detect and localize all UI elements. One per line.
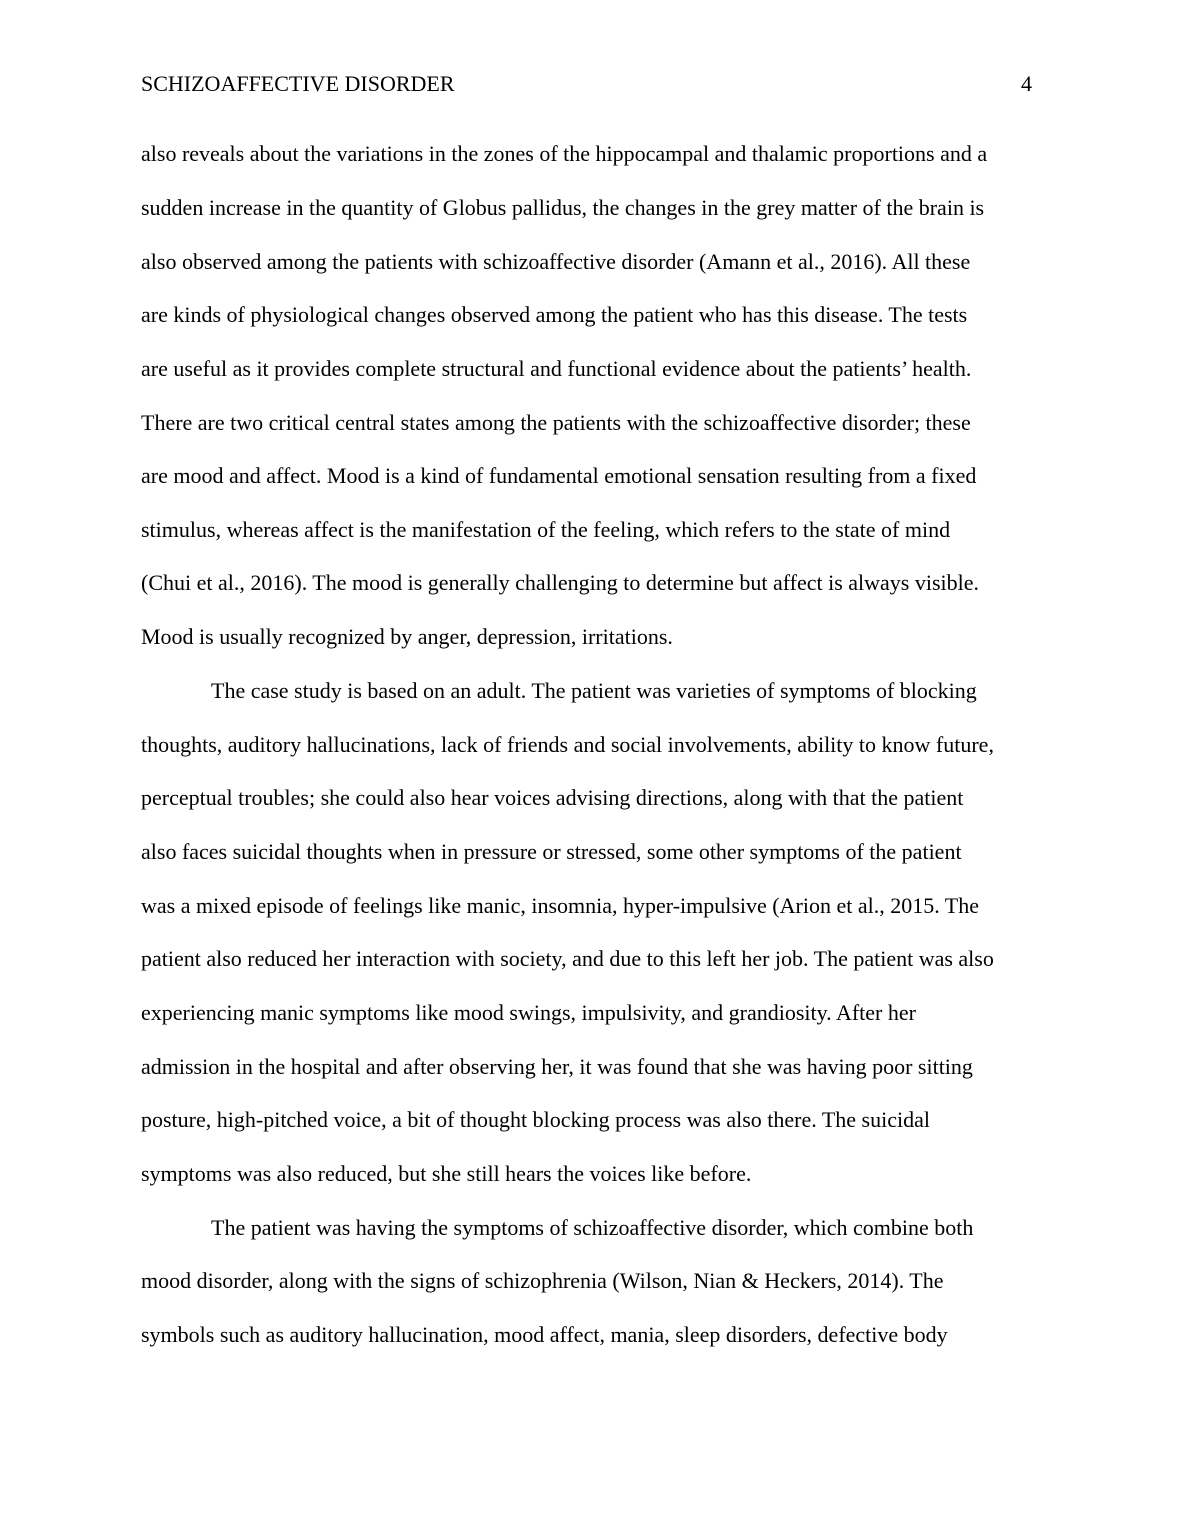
body-line: thoughts, auditory hallucinations, lack of friends and social involvements, ability to know future, — [141, 732, 994, 757]
body-line: symbols such as auditory hallucination, mood affect, mania, sleep disorders, defective body — [141, 1322, 948, 1347]
paragraph-first-line: The case study is based on an adult. The patient was varieties of symptoms of blocking — [211, 678, 977, 703]
body-line: was a mixed episode of feelings like manic, insomnia, hyper-impulsive (Arion et al., 2015. The — [141, 893, 980, 918]
body-line: (Chui et al., 2016). The mood is generally challenging to determine but affect is always visible. — [141, 570, 980, 595]
body-line: sudden increase in the quantity of Globus pallidus, the changes in the grey matter of the brain is — [141, 195, 985, 220]
body-line: symptoms was also reduced, but she still hears the voices like before. — [141, 1161, 752, 1186]
body-line: also reveals about the variations in the zones of the hippocampal and thalamic proportions and a — [141, 141, 988, 166]
body-line: admission in the hospital and after observing her, it was found that she was having poor sitting — [141, 1054, 973, 1079]
body-line: perceptual troubles; she could also hear voices advising directions, along with that the patient — [141, 785, 964, 810]
body-line: also observed among the patients with schizoaffective disorder (Amann et al., 2016). All these — [141, 249, 971, 274]
body-line: stimulus, whereas affect is the manifestation of the feeling, which refers to the state of mind — [141, 517, 951, 542]
body-line: also faces suicidal thoughts when in pressure or stressed, some other symptoms of the patient — [141, 839, 962, 864]
body-line: mood disorder, along with the signs of schizophrenia (Wilson, Nian & Heckers, 2014). The — [141, 1268, 944, 1293]
body-line: experiencing manic symptoms like mood swings, impulsivity, and grandiosity. After her — [141, 1000, 916, 1025]
running-head: SCHIZOAFFECTIVE DISORDER — [141, 71, 455, 96]
page-number: 4 — [1021, 71, 1032, 96]
body-line: are useful as it provides complete structural and functional evidence about the patients’ health. — [141, 356, 972, 381]
paragraph-first-line: The patient was having the symptoms of schizoaffective disorder, which combine both — [211, 1215, 974, 1240]
body-line: posture, high-pitched voice, a bit of thought blocking process was also there. The suicidal — [141, 1107, 930, 1132]
body-line: There are two critical central states among the patients with the schizoaffective disorder; these — [141, 410, 971, 435]
body-line: are kinds of physiological changes observed among the patient who has this disease. The tests — [141, 302, 968, 327]
body-line: patient also reduced her interaction with society, and due to this left her job. The patient was also — [141, 946, 994, 971]
body-line: are mood and affect. Mood is a kind of fundamental emotional sensation resulting from a fixed — [141, 463, 977, 488]
body-line: Mood is usually recognized by anger, depression, irritations. — [141, 624, 673, 649]
